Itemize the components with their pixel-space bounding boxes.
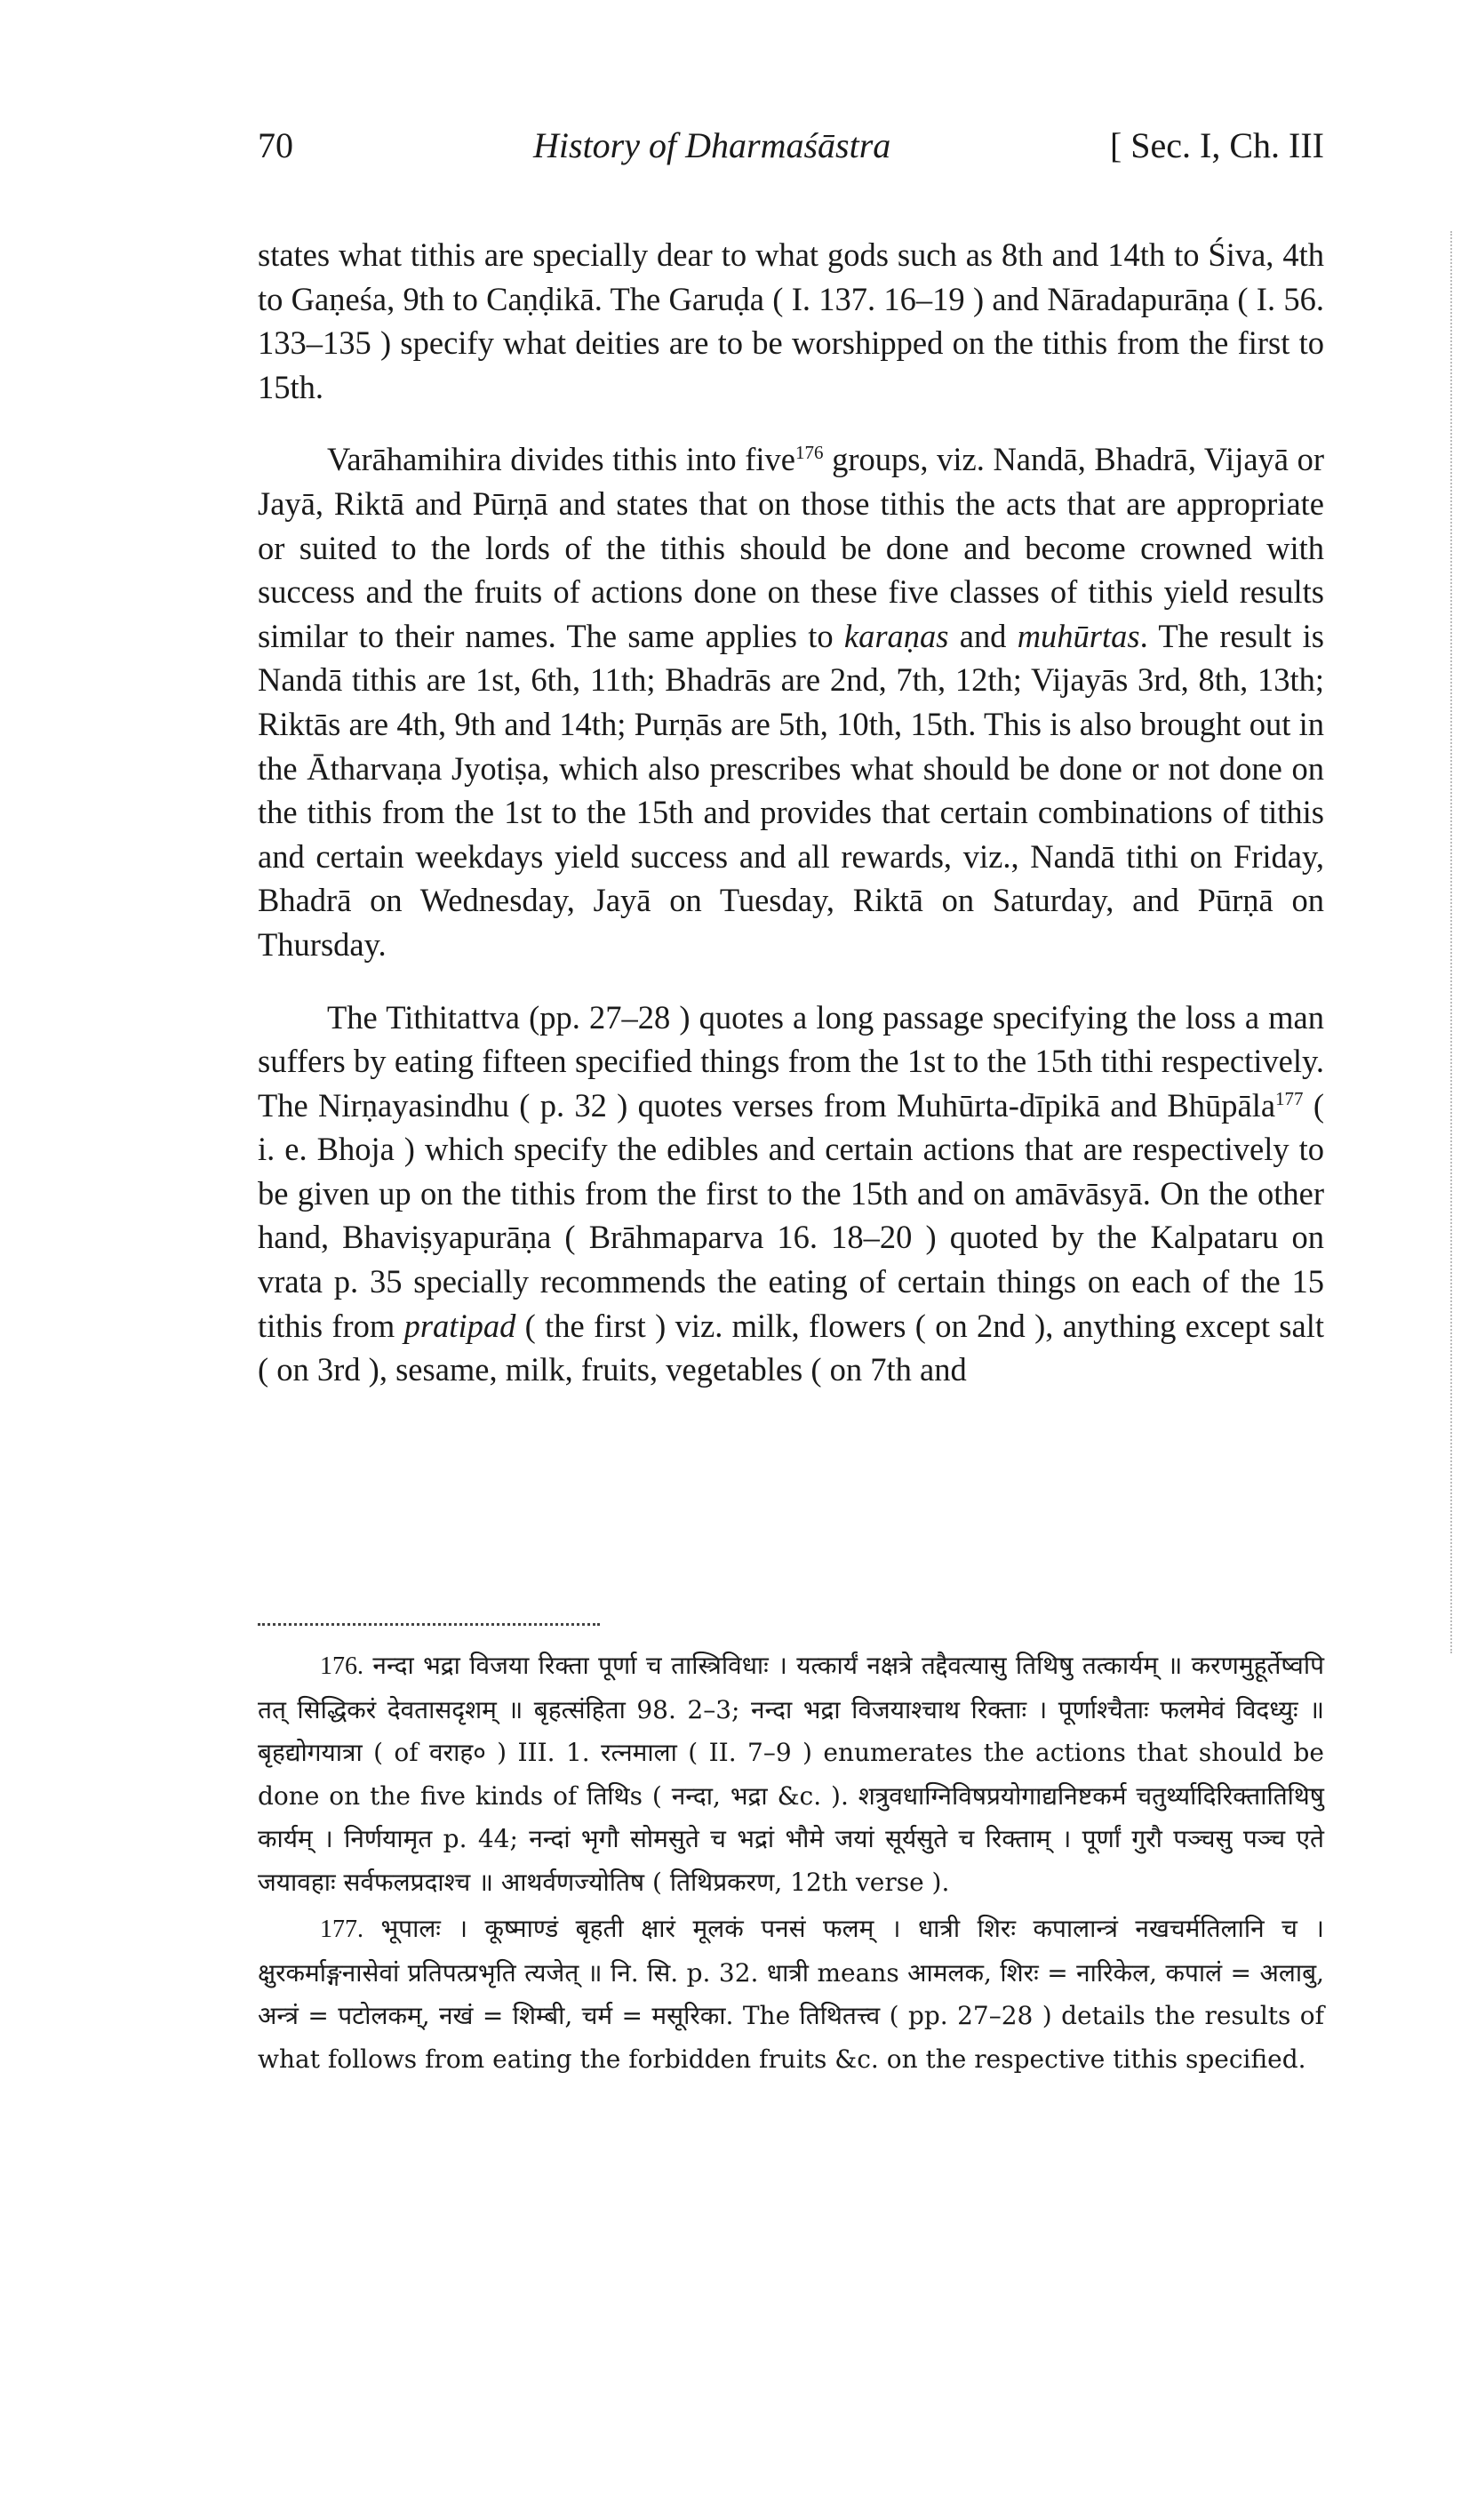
footnote-177: 177. भूपालः । कूष्माण्डं बृहती क्षारं मूलकं पनसं फलम् । धात्री शिरः कपालान्त्रं नखचर्मतिलानि च । क्षुरकर्माङ्गनासेवां प्रतिपत्प्रभृति त्यजेत् ॥ नि. सि. p. 32. धात्री means आमलक, शिरः = नारिकेल, कपालं = अलाबु, अन्त्रं = पटोलकम्, नखं = शिम्बी, चर्म = मसूरिका. The तिथितत्त्व ( pp. 27–28 ) details the results of what follows from eating the forbidden fruits &c. on the respective tithis specified. xyxy=(258,1914,1325,2074)
running-title: History of Dharmaśāstra xyxy=(533,125,891,165)
paragraph-2: Varāhamihira divides tithis into five$^{176}$ groups, viz. Nandā, Bhadrā, Vijayā or Jayā, Riktā and Pūrṇā and states that on those tithis the acts that are appropriate or suited to the lords of the tithis should be done and become crowned with success and the fruits of actions done on these five classes of tithis yield results similar to their names. The same applies to karaṇas and muhūrtas. The result is Nandā tithis are 1st, 6th, 11th; Bhadrās are 2nd, 7th, 12th; Vijayās 3rd, 8th, 13th; Riktās are 4th, 9th and 14th; Purṇās are 5th, 10th, 15th. This is also brought out in the Ātharvaṇa Jyotiṣa, which also prescribes what should be done or not done on the tithis from the 1st to the 15th and provides that certain combinations of tithis and certain weekdays yield success and all rewards, viz., Nandā tithi on Friday, Bhadrā on Wednesday, Jayā on Tuesday, Riktā on Saturday, and Pūrṇā on Thursday. xyxy=(258,441,1325,963)
footnote-label: 176. xyxy=(320,1652,363,1680)
term-karanas: karaṇas xyxy=(843,617,949,654)
paragraph-3: The Tithitattva (pp. 27–28 ) quotes a long passage specifying the loss a man suffers by eating fifteen specified things from the 1st to the 15th tithi respectively. The Nirṇayasindhu ( p. 32 ) quotes verses from Muhūrta-dīpikā and Bhūpāla$^{177}$ ( i. e. Bhoja ) which specify the edibles and certain actions that are respectively to be given up on the tithis from the first to the 15th and on amāvāsyā. On the other hand, Bhaviṣyapurāṇa ( Brāhmaparva 16. 18–20 ) quoted by the Kalpataru on vrata p. 35 specially recommends the eating of certain things on each of the 15 tithis from pratipad ( the first ) viz. milk, flowers ( on 2nd ), anything except salt ( on 3rd ), sesame, milk, fruits, vegetables ( on 7th and xyxy=(258,998,1325,1388)
footnote-label: 177. xyxy=(320,1916,363,1943)
footnote-divider xyxy=(258,1623,600,1626)
footnote-176: 176. नन्दा भद्रा विजया रिक्ता पूर्णा च तास्त्रिविधाः । यत्कार्यं नक्षत्रे तद्दैवत्यासु तिथिषु तत्कार्यम् ॥ करणमुहूर्तेष्वपि तत् सिद्धिकरं देवतासदृशम् ॥ बृहत्संहिता 98. 2–3; नन्दा भद्रा विजयाश्चाथ रिक्ताः । पूर्णाश्चैताः फलमेवं विदध्युः ॥ बृहद्योगयात्रा ( of वराह० ) III. 1. रत्नमाला ( II. 7–9 ) enumerates the actions that should be done on the five kinds of तिथिs ( नन्दा, भद्रा &c. ). शत्रुवधाग्निविषप्रयोगाद्यनिष्टकर्म चतुर्थ्यादिरिक्तातिथिषु कार्यम् । निर्णयामृत p. 44; नन्दां भृगौ सोमसुते च भद्रां भौमे जयां सूर्यसुते च रिक्ताम् । पूर्णां गुरौ पञ्चसु पञ्च एते जयावहाः सर्वफलप्रदाश्च ॥ आथर्वणज्योतिष ( तिथिप्रकरण, 12th verse ). xyxy=(258,1651,1325,1897)
page-header xyxy=(258,124,1324,178)
section-label: [ Sec. I, Ch. III xyxy=(1109,125,1324,165)
footnote-ref-177[interactable]: 177 xyxy=(1275,1087,1304,1109)
page-number: 70 xyxy=(258,125,293,165)
footnotes xyxy=(258,1644,1324,2084)
term-pratipad: pratipad xyxy=(403,1307,516,1344)
term-muhurtas: muhūrtas xyxy=(1017,617,1140,654)
footnote-ref-176[interactable]: 176 xyxy=(794,442,824,464)
body-text xyxy=(258,233,1324,1420)
paragraph-1: states what tithis are specially dear to what gods such as 8th and 14th to Śiva, 4th to Gaṇeśa, 9th to Caṇḍikā. The Garuḍa ( I. 137. 16–19 ) and Nāradapurāṇa ( I. 56. 133–135 ) specify what deities are to be worshipped on the tithis from the first to 15th. xyxy=(258,236,1324,405)
margin-mark xyxy=(1450,231,1452,1653)
